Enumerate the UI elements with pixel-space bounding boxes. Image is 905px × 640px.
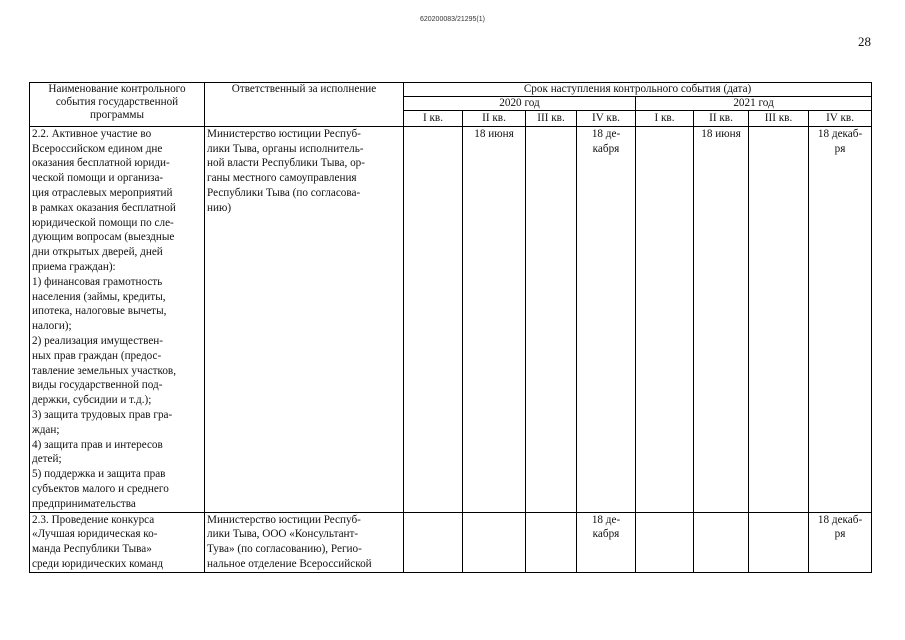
event-name-line: дни открытых дверей, дней: [32, 246, 163, 259]
deadline-date: кабря: [592, 142, 620, 155]
deadline-date: кабря: [592, 528, 620, 541]
deadline-date: 18 июня: [474, 127, 514, 140]
event-name-line: держки, субсидии и т.д.);: [32, 394, 152, 407]
event-name-line: населения (займы, кредиты,: [32, 290, 166, 303]
quarter-date-cell: [463, 512, 526, 572]
event-name-line: ных прав граждан (предос-: [32, 349, 162, 362]
event-name-line: предпринимательства: [32, 497, 136, 510]
event-name-cell: [30, 126, 205, 512]
responsible-line: нальное отделение Всероссийской: [207, 557, 372, 570]
responsible-header-text: Ответственный за исполнение: [231, 83, 377, 95]
event-name-line: приема граждан):: [32, 260, 116, 273]
deadline-date: 18 де-: [591, 513, 621, 526]
quarter-date-cell: [526, 126, 577, 512]
quarter-header: I кв.: [636, 111, 694, 127]
event-name-line: в рамках оказания бесплатной: [32, 201, 176, 214]
deadline-date: ря: [834, 142, 846, 155]
quarter-header: III кв.: [526, 111, 577, 127]
responsible-line: лики Тыва, ООО «Консультант-: [207, 528, 359, 541]
responsible-cell: [205, 126, 404, 512]
quarter-date-cell: [404, 512, 463, 572]
deadline-date: 18 июня: [701, 127, 741, 140]
deadline-date: 18 де-: [591, 127, 621, 140]
event-name-line: субъектов малого и среднего: [32, 482, 169, 495]
event-name-line: виды государственной под-: [32, 379, 163, 392]
column-header-name: Наименование контрольного события государственной программы: [30, 83, 205, 127]
responsible-line: Республики Тыва (по согласова-: [207, 186, 361, 199]
responsible-line: Тува» (по согласованию), Регио-: [207, 543, 362, 556]
quarter-date-cell: [526, 512, 577, 572]
event-name-line: ипотека, налоговые вычеты,: [32, 305, 167, 318]
event-name-line: 1) финансовая грамотность: [32, 275, 163, 288]
event-name-line: 2.2. Активное участие во: [32, 127, 152, 140]
responsible-line: лики Тыва, органы исполнитель-: [207, 142, 364, 155]
event-name-line: среди юридических команд: [32, 557, 164, 570]
event-name-line: налоги);: [32, 320, 72, 333]
responsible-line: ной власти Республики Тыва, ор-: [207, 157, 366, 170]
quarter-date-cell: [404, 126, 463, 512]
responsible-line: Министерство юстиции Респуб-: [207, 513, 361, 526]
quarter-date-cell: [694, 126, 749, 512]
document-id: 620200083/21295(1): [419, 16, 485, 23]
event-name-line: ческой помощи и организа-: [32, 172, 164, 185]
quarter-header: IV кв.: [809, 111, 872, 127]
year-header-2021: 2021 год: [636, 97, 872, 111]
event-name-line: тавление земельных участков,: [32, 364, 177, 377]
event-name-line: Всероссийском едином дне: [32, 142, 163, 155]
quarter-header: IV кв.: [577, 111, 636, 127]
deadline-date: 18 декаб-: [817, 127, 863, 140]
control-events-table: [29, 82, 872, 573]
quarter-header: II кв.: [694, 111, 749, 127]
quarter-header: II кв.: [463, 111, 526, 127]
event-name-line: 2) реализация имуществен-: [32, 334, 164, 347]
event-name-line: оказания бесплатной юриди-: [32, 157, 170, 170]
quarter-date-cell: [577, 126, 636, 512]
quarter-date-cell: [694, 512, 749, 572]
responsible-line: нию): [207, 201, 232, 214]
deadline-date: ря: [834, 528, 846, 541]
event-name-line: дующим вопросам (выездные: [32, 231, 175, 244]
table-row: [30, 512, 872, 572]
quarter-date-cell: [749, 512, 809, 572]
column-header-deadline: Срок наступления контрольного события (дата): [404, 83, 872, 97]
quarter-date-cell: [749, 126, 809, 512]
year-header-2020: 2020 год: [404, 97, 636, 111]
quarter-date-cell: [463, 126, 526, 512]
event-name-cell: [30, 512, 205, 572]
event-name-line: ция отраслевых мероприятий: [32, 186, 173, 199]
responsible-cell: [205, 512, 404, 572]
page-number: 28: [858, 34, 871, 49]
event-name-line: 5) поддержка и защита прав: [32, 468, 166, 481]
header-row-top: [30, 83, 872, 97]
event-name-line: детей;: [32, 453, 62, 466]
event-name-line: 4) защита прав и интересов: [32, 438, 163, 451]
quarter-date-cell: [636, 126, 694, 512]
table-row: [30, 126, 872, 512]
deadline-date: 18 декаб-: [817, 513, 863, 526]
event-name-line: юридической помощи по сле-: [32, 216, 174, 229]
responsible-line: ганы местного самоуправления: [207, 172, 357, 185]
quarter-date-cell: [636, 512, 694, 572]
event-name-line: 3) защита трудовых прав гра-: [32, 408, 173, 421]
quarter-header: III кв.: [749, 111, 809, 127]
event-name-line: «Лучшая юридическая ко-: [32, 528, 158, 541]
quarter-date-cell: [809, 126, 872, 512]
responsible-line: Министерство юстиции Респуб-: [207, 127, 361, 140]
column-header-responsible: [205, 83, 404, 127]
event-name-line: манда Республики Тыва»: [32, 543, 152, 556]
quarter-date-cell: [577, 512, 636, 572]
quarter-header: I кв.: [404, 111, 463, 127]
quarter-date-cell: [809, 512, 872, 572]
event-name-line: ждан;: [32, 423, 60, 436]
event-name-line: 2.3. Проведение конкурса: [32, 513, 155, 526]
